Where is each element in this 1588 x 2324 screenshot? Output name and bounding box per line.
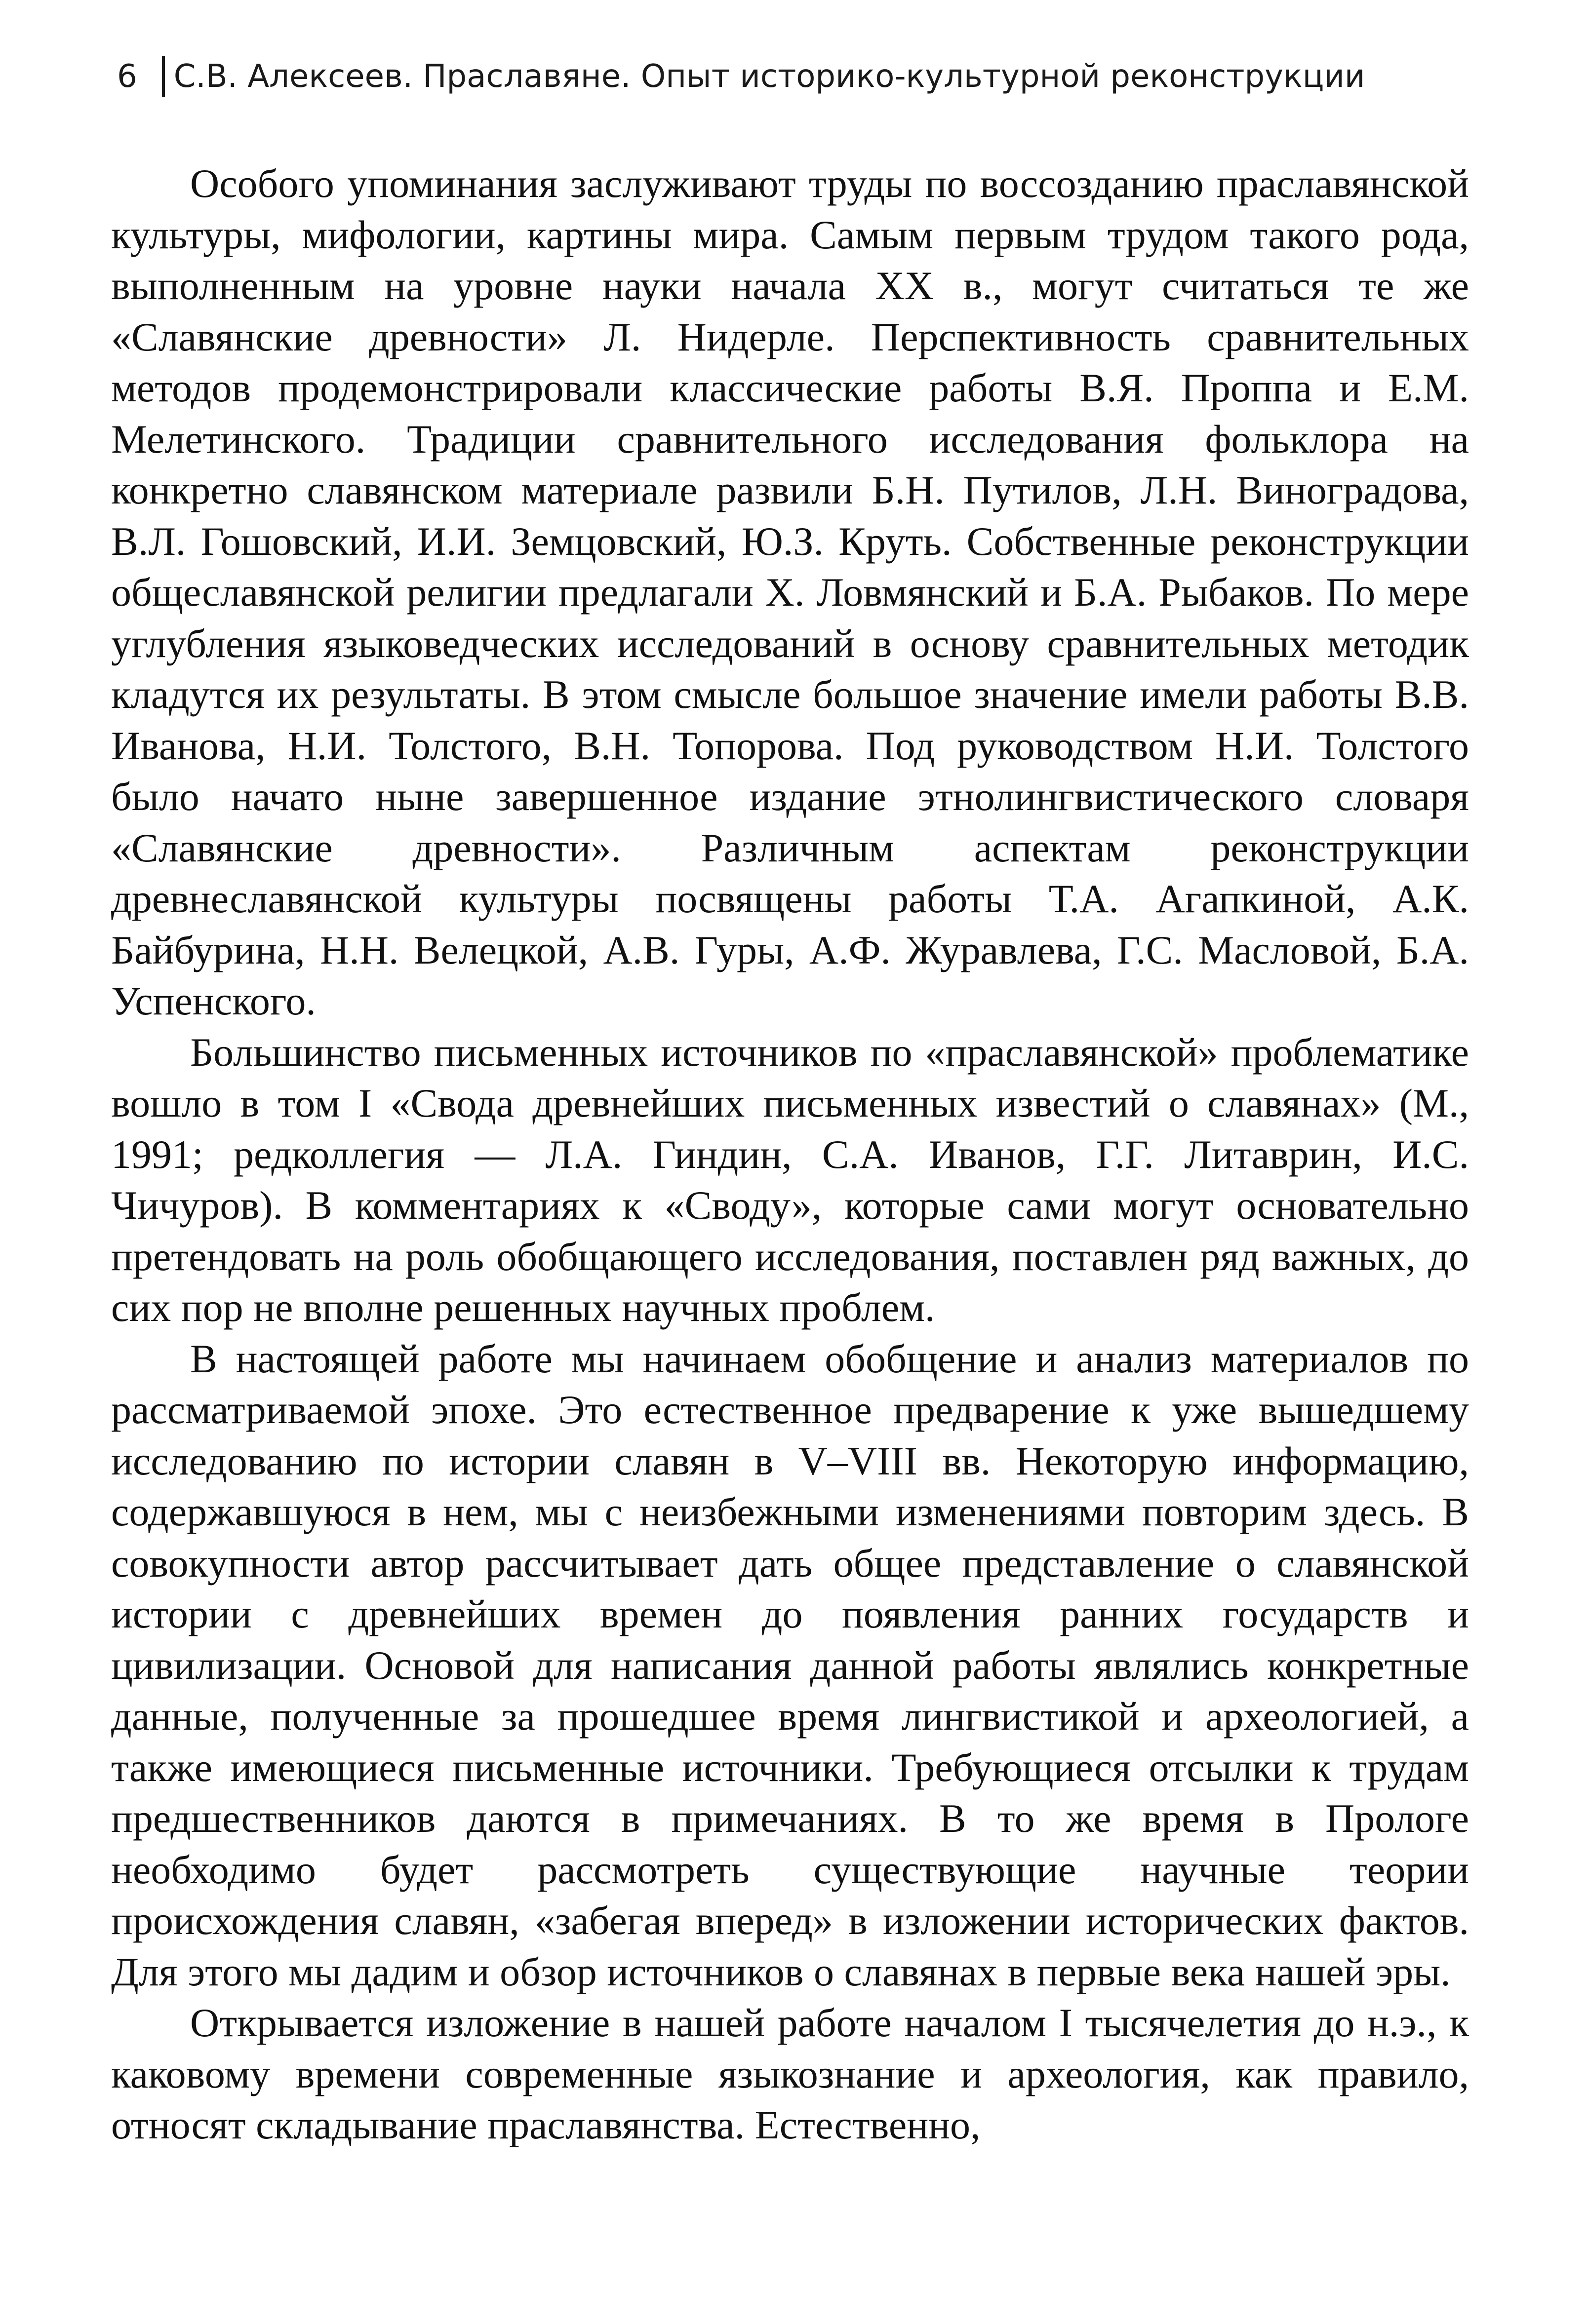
page-number: 6 xyxy=(117,58,137,95)
running-title: С.В. Алексеев. Праславяне. Опыт историко-культурной реконструкции xyxy=(173,58,1365,95)
paragraph: Особого упоминания заслуживают труды по воссозданию праславянской культуры, мифологии, картины мира. Самым первым трудом такого рода, выполненным на уровне науки начала XX в., могут считаться те же «Славянские древности» Л. Нидерле. Перспективность сравнительных методов продемонстрировали классические работы В.Я. Проппа и Е.М. Мелетинского. Традиции сравнительного исследования фольклора на конкретно славянском материале развили Б.Н. Путилов, Л.Н. Виноградова, В.Л. Гошовский, И.И. Земцовский, Ю.З. Круть. Собственные реконструкции общеславянской религии предлагали Х. Ловмянский и Б.А. Рыбаков. По мере углубления языковедческих исследований в основу сравнительных методик кладутся их результаты. В этом смысле большое значение имели работы В.В. Иванова, Н.И. Толстого, В.Н. Топорова. Под руководством Н.И. Толстого было начато ныне завершенное издание этнолингвистического словаря «Славянские древности». Различным аспектам реконструкции древнеславянской культуры посвящены работы Т.А. Агапкиной, А.К. Байбурина, Н.Н. Велецкой, А.В. Гуры, А.Ф. Журавлева, Г.С. Масловой, Б.А. Успенского. xyxy=(111,161,1469,1023)
book-page xyxy=(111,52,1469,2151)
running-header xyxy=(111,52,1469,101)
paragraph: В настоящей работе мы начинаем обобщение и анализ материалов по рассматриваемой эпохе. Это естественное предварение к уже вышедшему исследованию по истории славян в V–VIII вв. Некоторую информацию, содержавшуюся в нем, мы с неизбежными изменениями повторим здесь. В совокупности автор рассчитывает дать общее представление о славянской истории с древнейших времен до появления ранних государств и цивилизации. Основой для написания данной работы являлись конкретные данные, полученные за прошедшее время лингвистикой и археологией, а также имеющиеся письменные источники. Требующиеся отсылки к трудам предшественников даются в примечаниях. В то же время в Прологе необходимо будет рассмотреть существующие научные теории происхождения славян, «забегая вперед» в изложении исторических фактов. Для этого мы дадим и обзор источников о славянах в первые века нашей эры. xyxy=(111,1336,1469,1994)
body-text xyxy=(111,158,1469,2151)
header-divider xyxy=(162,56,165,97)
paragraph: Открывается изложение в нашей работе началом I тысячелетия до н.э., к каковому времени современные языкознание и археология, как правило, относят складывание праславянства. Естественно, xyxy=(111,2000,1469,2147)
paragraph: Большинство письменных источников по «праславянской» проблематике вошло в том I «Свода древнейших письменных известий о славянах» (М., 1991; редколлегия — Л.А. Гиндин, С.А. Иванов, Г.Г. Литаврин, И.С. Чичуров). В комментариях к «Своду», которые сами могут основательно претендовать на роль обобщающего исследования, поставлен ряд важных, до сих пор не вполне решенных научных проблем. xyxy=(111,1029,1469,1330)
